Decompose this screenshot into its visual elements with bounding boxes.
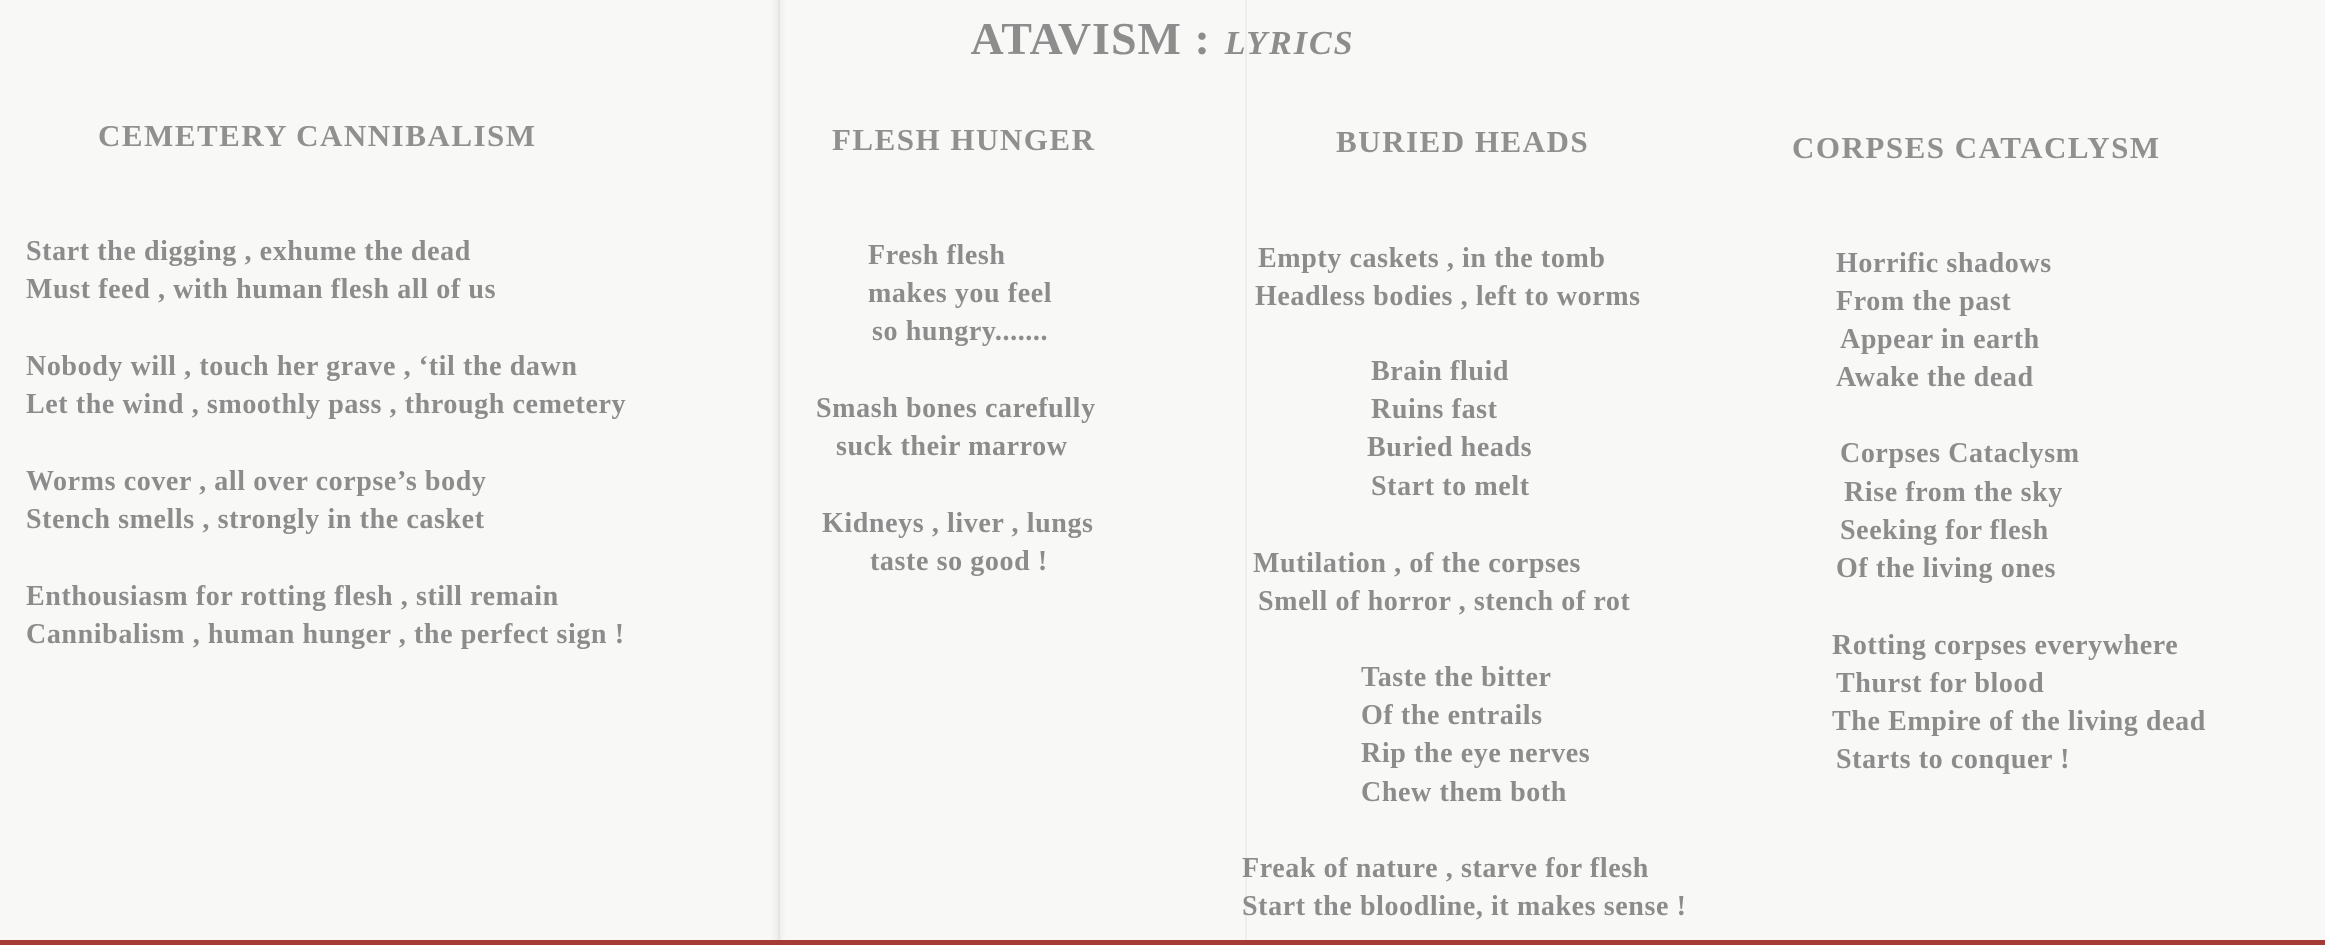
- paper-fold: [778, 0, 780, 945]
- title-subtitle: LYRICS: [1224, 25, 1355, 62]
- lyric-line: suck their marrow: [836, 431, 1068, 462]
- lyric-line: Rise from the sky: [1844, 477, 2063, 508]
- lyric-line: Ruins fast: [1371, 394, 1498, 425]
- paper-fold: [1245, 0, 1247, 945]
- lyric-line: Thurst for blood: [1836, 668, 2045, 699]
- lyric-line: Smash bones carefully: [816, 393, 1096, 424]
- lyric-line: taste so good !: [870, 546, 1048, 577]
- lyric-line: Of the living ones: [1836, 553, 2057, 584]
- lyric-line: Start the digging , exhume the dead: [26, 236, 471, 267]
- page-edge: [0, 940, 2325, 945]
- lyric-line: Stench smells , strongly in the casket: [26, 504, 485, 535]
- title-text: ATAVISM :: [970, 13, 1211, 64]
- lyric-line: Empty caskets , in the tomb: [1258, 243, 1606, 274]
- lyric-line: Fresh flesh: [868, 240, 1006, 271]
- lyric-line: Start the bloodline, it makes sense !: [1242, 891, 1687, 922]
- song-title-cemetery-cannibalism: CEMETERY CANNIBALISM: [98, 118, 537, 153]
- lyric-line: Start to melt: [1371, 471, 1530, 502]
- lyric-line: Rip the eye nerves: [1361, 738, 1591, 769]
- lyric-line: Smell of horror , stench of rot: [1258, 586, 1631, 617]
- lyric-line: Nobody will , touch her grave , ‘til the dawn: [26, 351, 578, 382]
- lyric-line: Of the entrails: [1361, 700, 1543, 731]
- lyric-line: Let the wind , smoothly pass , through cemetery: [26, 389, 627, 420]
- lyric-line: Cannibalism , human hunger , the perfect sign !: [26, 619, 625, 650]
- lyric-line: Mutilation , of the corpses: [1253, 548, 1582, 579]
- lyric-line: so hungry.......: [872, 316, 1049, 347]
- lyric-line: Brain fluid: [1371, 356, 1510, 387]
- lyric-line: Seeking for flesh: [1840, 515, 2049, 546]
- lyric-line: Enthousiasm for rotting flesh , still remain: [26, 581, 559, 612]
- lyric-line: Worms cover , all over corpse’s body: [26, 466, 487, 497]
- lyric-line: Must feed , with human flesh all of us: [26, 274, 497, 305]
- lyric-line: Horrific shadows: [1836, 248, 2052, 279]
- lyric-line: The Empire of the living dead: [1832, 706, 2206, 737]
- lyric-line: Rotting corpses everywhere: [1832, 630, 2179, 661]
- lyric-line: Awake the dead: [1836, 362, 2034, 393]
- lyric-line: Starts to conquer !: [1836, 744, 2071, 775]
- lyric-line: Appear in earth: [1840, 324, 2040, 355]
- song-title-corpses-cataclysm: CORPSES CATACLYSM: [1792, 130, 2161, 165]
- lyric-line: Freak of nature , starve for flesh: [1242, 853, 1649, 884]
- song-title-buried-heads: BURIED HEADS: [1336, 124, 1590, 159]
- lyric-line: Chew them both: [1361, 777, 1567, 808]
- lyric-line: From the past: [1836, 286, 2012, 317]
- lyric-line: Taste the bitter: [1361, 662, 1552, 693]
- page-title: [0, 12, 2325, 65]
- song-title-flesh-hunger: FLESH HUNGER: [832, 122, 1096, 157]
- lyric-line: Corpses Cataclysm: [1840, 438, 2080, 469]
- lyric-line: Kidneys , liver , lungs: [822, 508, 1094, 539]
- lyric-line: Headless bodies , left to worms: [1255, 281, 1641, 312]
- lyric-line: Buried heads: [1367, 432, 1533, 463]
- lyric-line: makes you feel: [868, 278, 1053, 309]
